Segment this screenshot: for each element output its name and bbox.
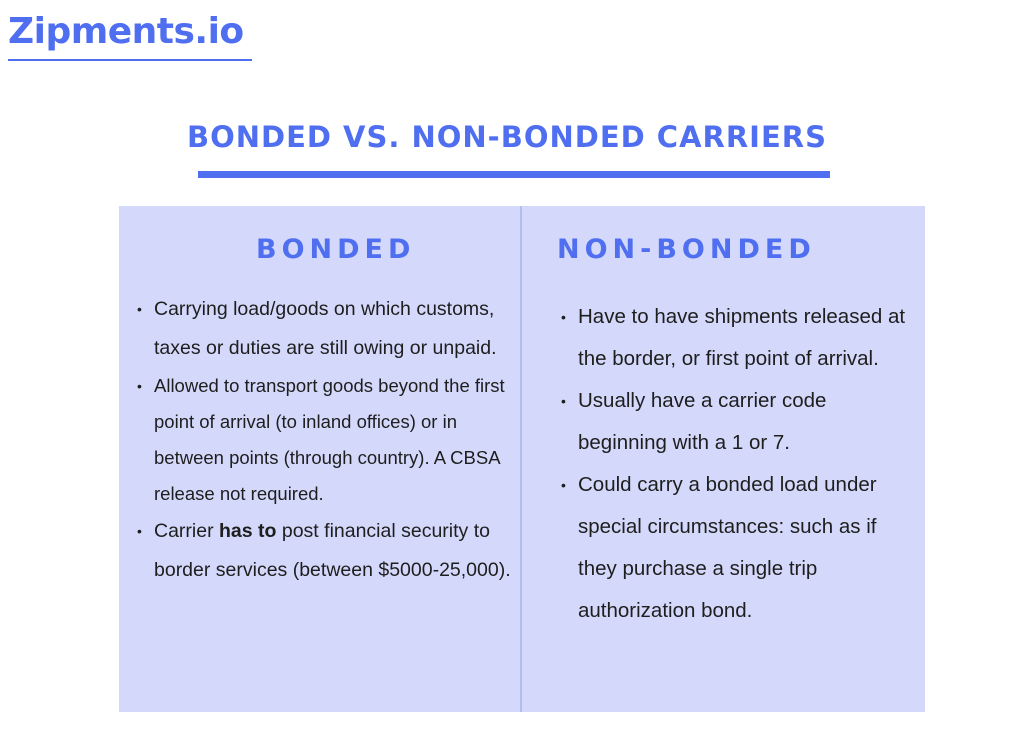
bonded-item: • Carrying load/goods on which customs, taxes or duties are still owing or unpaid. [136, 290, 511, 368]
brand-name: Zipments.io [8, 11, 244, 52]
comparison-panel [119, 206, 925, 712]
bonded-item-text: Carrier [154, 520, 220, 542]
bonded-list [136, 290, 511, 590]
bonded-item-emphasis: has to [219, 520, 277, 542]
column-divider [520, 206, 522, 712]
non-bonded-item: • Have to have shipments released at the border, or first point of arrival. [560, 296, 920, 380]
brand-underline [8, 59, 252, 61]
non-bonded-heading: NON-BONDED [557, 234, 816, 265]
bonded-heading: BONDED [256, 234, 416, 265]
brand-logo [8, 10, 252, 61]
title-underline [198, 171, 830, 178]
bonded-item-text: post financial security to border services (between $5000-25,000). [154, 520, 511, 581]
bonded-item: • Allowed to transport goods beyond the first point of arrival (to inland offices) or in between points (through country). A CBSA release not required. [136, 368, 511, 512]
non-bonded-item: • Usually have a carrier code beginning with a 1 or 7. [560, 380, 920, 464]
page-title: BONDED VS. NON-BONDED CARRIERS [186, 120, 828, 154]
bonded-item [136, 512, 511, 590]
non-bonded-list [560, 296, 920, 632]
non-bonded-item: • Could carry a bonded load under special circumstances: such as if they purchase a single trip authorization bond. [560, 464, 920, 632]
